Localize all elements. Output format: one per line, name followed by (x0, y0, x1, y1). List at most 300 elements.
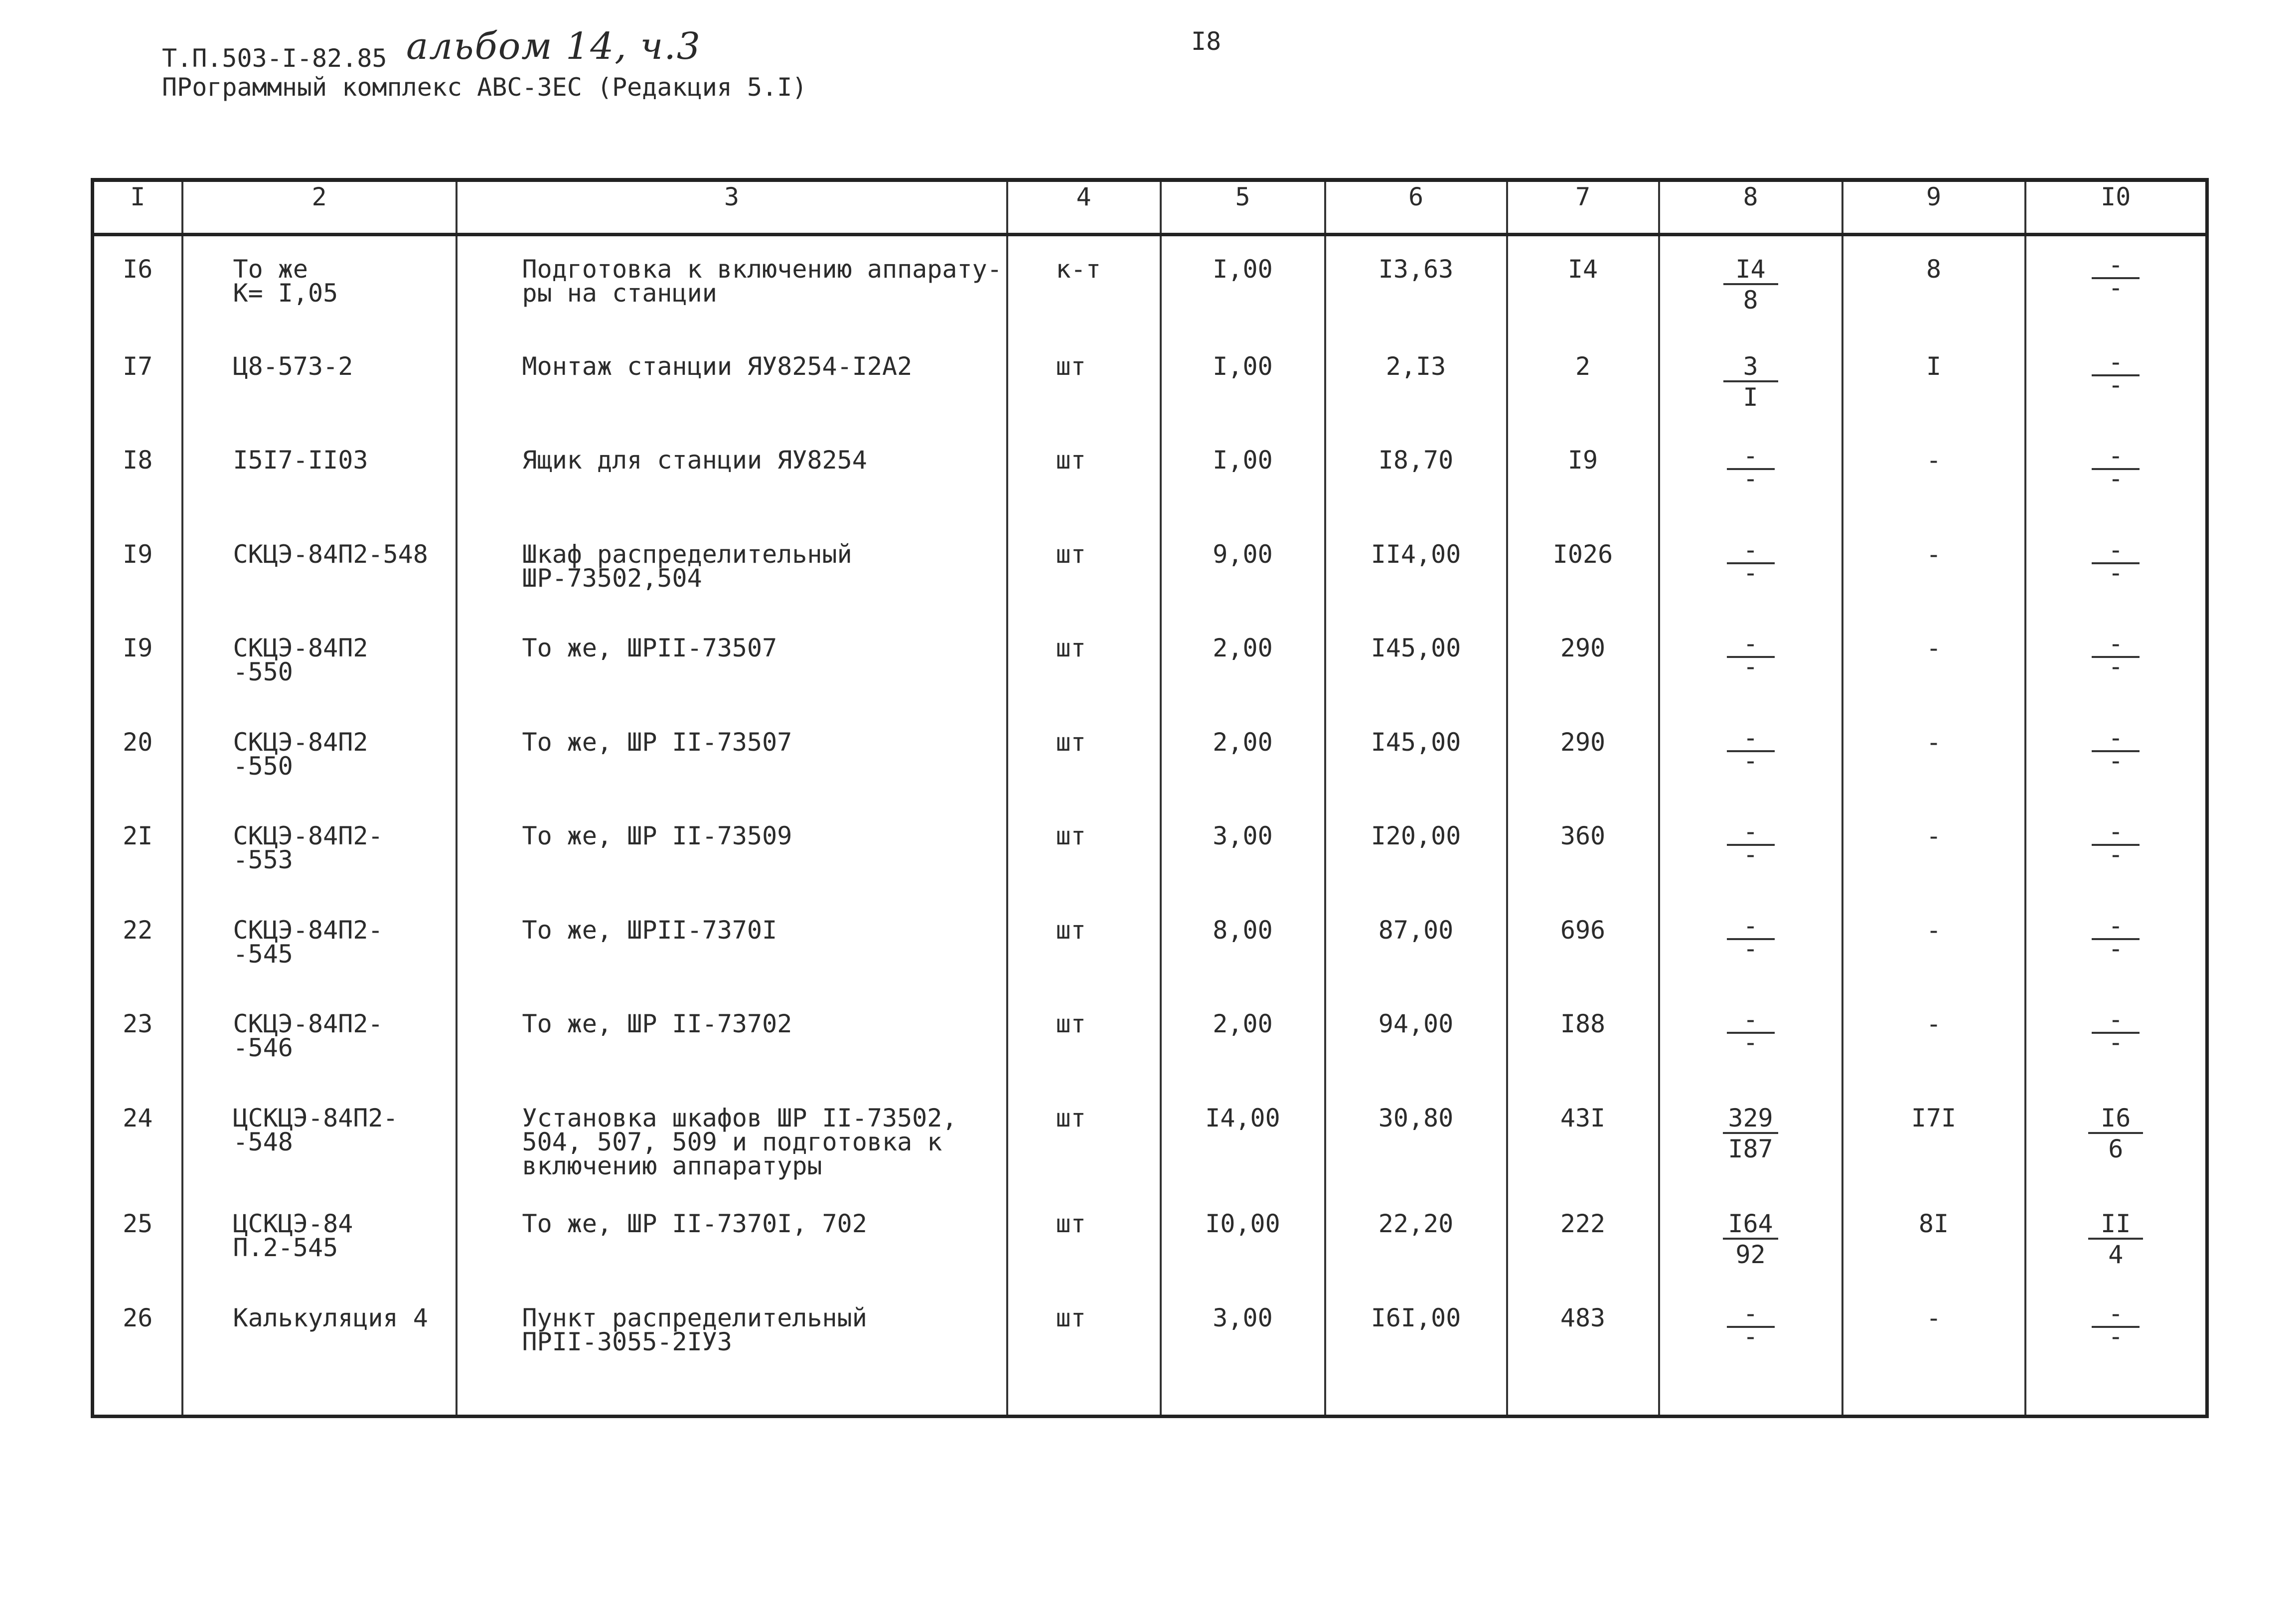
fraction-denominator: - (2108, 746, 2124, 775)
fraction-denominator: I (1743, 382, 1758, 412)
fraction-denominator: - (2108, 370, 2124, 399)
cell-col6 (1325, 1186, 1507, 1280)
cell-col10 (2025, 798, 2207, 892)
code-line-2: -545 (233, 939, 293, 969)
cell-col8 (1659, 235, 1842, 328)
column-header: 8 (1659, 180, 1842, 235)
fraction-denominator: - (2108, 934, 2124, 963)
fraction-value (2092, 911, 2140, 963)
fraction-denominator: - (1743, 840, 1758, 869)
cell-row-number (93, 1186, 182, 1280)
fraction-denominator: - (1743, 1321, 1758, 1351)
col6-value: 2,I3 (1385, 351, 1446, 381)
cell-col10 (2025, 1080, 2207, 1186)
col7-value: 222 (1560, 1209, 1606, 1239)
fraction-value (1723, 351, 1778, 412)
cell-code (182, 1280, 457, 1417)
cell-col9 (1842, 422, 2025, 516)
col6-value: I6I,00 (1371, 1303, 1461, 1332)
name-line-1: То же, ШР II-73702 (522, 1009, 792, 1039)
fraction-numerator: - (2092, 636, 2140, 658)
cell-col10 (2025, 422, 2207, 516)
name-line-1: То же, ШР II-73509 (522, 821, 792, 851)
unit-value: шт (1056, 351, 1086, 381)
cell-col9 (1842, 892, 2025, 986)
cell-name (457, 235, 1007, 328)
cell-code (182, 986, 457, 1080)
cell-col10 (2025, 892, 2207, 986)
col9-value: - (1926, 1303, 1942, 1332)
cell-col5 (1161, 1080, 1325, 1186)
cell-col9 (1842, 986, 2025, 1080)
col9-value: 8I (1918, 1209, 1949, 1239)
column-header: 3 (457, 180, 1007, 235)
column-header: 6 (1325, 180, 1507, 235)
cell-col7 (1507, 235, 1659, 328)
cell-row-number (93, 704, 182, 798)
code-line-1: То же (233, 255, 308, 284)
table-row (93, 986, 2207, 1080)
table-row (93, 610, 2207, 704)
cell-unit (1007, 986, 1161, 1080)
code-line-2: -553 (233, 845, 293, 875)
fraction-numerator: - (1727, 1306, 1775, 1328)
cell-col7 (1507, 610, 1659, 704)
cell-code (182, 892, 457, 986)
fraction-denominator: I87 (1728, 1134, 1773, 1163)
col9-value: I (1926, 351, 1942, 381)
cell-name (457, 1186, 1007, 1280)
fraction-denominator: 4 (2108, 1240, 2124, 1270)
fraction-numerator: - (1727, 448, 1775, 470)
name-line-1: То же, ШР II-73507 (522, 727, 792, 757)
unit-value: шт (1056, 915, 1086, 945)
col5-value: 2,00 (1213, 634, 1273, 663)
fraction-numerator: - (1727, 918, 1775, 940)
col5-value: I0,00 (1205, 1209, 1280, 1239)
name-line-1: То же, ШРII-7370I (522, 915, 777, 945)
cell-col9 (1842, 235, 2025, 328)
cell-col10 (2025, 986, 2207, 1080)
cell-col10 (2025, 235, 2207, 328)
fraction-value (2088, 1209, 2143, 1270)
cell-code (182, 235, 457, 328)
cell-col10 (2025, 1280, 2207, 1417)
cell-col7 (1507, 704, 1659, 798)
col5-value: 2,00 (1213, 727, 1273, 757)
name-line-2: 504, 507, 509 и подготовка к (522, 1127, 942, 1156)
code-line-2: К= I,05 (233, 279, 338, 308)
col9-value: - (1926, 727, 1942, 757)
cell-name (457, 798, 1007, 892)
fraction-numerator: 329 (1723, 1106, 1778, 1134)
cell-unit (1007, 516, 1161, 610)
table-row (93, 1186, 2207, 1280)
fraction-numerator: - (1727, 542, 1775, 564)
fraction-numerator: - (2092, 1306, 2140, 1328)
code-line-1: ЦСКЦЭ-84 (233, 1209, 353, 1239)
unit-value: шт (1056, 539, 1086, 569)
cell-name (457, 422, 1007, 516)
col6-value: I20,00 (1371, 821, 1461, 851)
row-number: 2I (123, 821, 153, 851)
fraction-value (1727, 535, 1775, 587)
fraction-value (2092, 250, 2140, 302)
name-line-2: ПРII-3055-2IУ3 (522, 1327, 732, 1356)
col7-value: 483 (1560, 1303, 1606, 1332)
fraction-denominator: - (2108, 1321, 2124, 1351)
col6-value: 87,00 (1378, 915, 1454, 945)
fraction-value (1727, 817, 1775, 869)
fraction-value (1727, 723, 1775, 775)
cell-unit (1007, 1080, 1161, 1186)
cell-name (457, 328, 1007, 422)
cell-col8 (1659, 1186, 1842, 1280)
fraction-value (2092, 1005, 2140, 1057)
cell-col9 (1842, 1080, 2025, 1186)
cell-col8 (1659, 1280, 1842, 1417)
cell-code (182, 1080, 457, 1186)
col9-value: I7I (1911, 1103, 1957, 1133)
column-header: I (93, 180, 182, 235)
cell-code (182, 704, 457, 798)
fraction-value (2088, 1103, 2143, 1163)
cell-col7 (1507, 798, 1659, 892)
unit-value: шт (1056, 821, 1086, 851)
fraction-denominator: 8 (1743, 286, 1758, 315)
col5-value: I,00 (1213, 351, 1273, 381)
col9-value: - (1926, 446, 1942, 475)
col6-value: I45,00 (1371, 727, 1461, 757)
cell-col6 (1325, 1280, 1507, 1417)
table-row (93, 704, 2207, 798)
fraction-value (2092, 629, 2140, 681)
name-line-3: включению аппаратуры (522, 1151, 822, 1180)
cell-col8 (1659, 422, 1842, 516)
row-number: 24 (123, 1103, 153, 1133)
cell-col9 (1842, 798, 2025, 892)
cell-unit (1007, 235, 1161, 328)
table-row (93, 328, 2207, 422)
cell-row-number (93, 892, 182, 986)
cell-col8 (1659, 986, 1842, 1080)
cell-col5 (1161, 516, 1325, 610)
fraction-numerator: - (1727, 730, 1775, 752)
fraction-value (1727, 1005, 1775, 1057)
fraction-value (1727, 911, 1775, 963)
unit-value: шт (1056, 1209, 1086, 1239)
cell-col8 (1659, 1080, 1842, 1186)
cell-unit (1007, 892, 1161, 986)
name-line-1: То же, ШРII-73507 (522, 634, 777, 663)
fraction-value (2092, 1298, 2140, 1351)
name-line-1: Монтаж станции ЯУ8254-I2А2 (522, 351, 913, 381)
fraction-value (1727, 441, 1775, 493)
cell-col9 (1842, 1186, 2025, 1280)
cell-col6 (1325, 704, 1507, 798)
cell-col8 (1659, 610, 1842, 704)
column-header: 2 (182, 180, 457, 235)
cell-col5 (1161, 798, 1325, 892)
fraction-numerator: - (2092, 448, 2140, 470)
row-number: I9 (123, 539, 153, 569)
cell-col6 (1325, 892, 1507, 986)
cell-col8 (1659, 328, 1842, 422)
name-line-1: Установка шкафов ШР II-73502, (522, 1103, 957, 1133)
code-line-1: СКЦЭ-84П2 (233, 634, 368, 663)
row-number: 22 (123, 915, 153, 945)
cell-col9 (1842, 704, 2025, 798)
cell-col7 (1507, 986, 1659, 1080)
code-line-1: ЦСКЦЭ-84П2- (233, 1103, 398, 1133)
cell-col6 (1325, 235, 1507, 328)
cell-col8 (1659, 798, 1842, 892)
fraction-numerator: I6 (2088, 1106, 2143, 1134)
name-line-2: ШР-73502,504 (522, 563, 702, 593)
table-row (93, 235, 2207, 328)
col5-value: I4,00 (1205, 1103, 1280, 1133)
code-line-1: СКЦЭ-84П2- (233, 1009, 383, 1039)
cell-unit (1007, 798, 1161, 892)
cell-col10 (2025, 516, 2207, 610)
fraction-numerator: - (1727, 636, 1775, 658)
cell-row-number (93, 516, 182, 610)
cell-col8 (1659, 516, 1842, 610)
fraction-denominator: 6 (2108, 1134, 2124, 1163)
unit-value: шт (1056, 1103, 1086, 1133)
table-row (93, 1280, 2207, 1417)
fraction-value (2092, 347, 2140, 399)
cell-col5 (1161, 704, 1325, 798)
cell-unit (1007, 704, 1161, 798)
cell-code (182, 516, 457, 610)
cell-col5 (1161, 610, 1325, 704)
cell-col6 (1325, 986, 1507, 1080)
col7-value: 696 (1560, 915, 1606, 945)
code-line-2: -546 (233, 1033, 293, 1063)
unit-value: шт (1056, 727, 1086, 757)
cell-name (457, 1280, 1007, 1417)
fraction-denominator: - (2108, 652, 2124, 681)
row-number: 26 (123, 1303, 153, 1332)
column-header: 9 (1842, 180, 2025, 235)
cell-col8 (1659, 704, 1842, 798)
cell-col5 (1161, 1186, 1325, 1280)
cell-col5 (1161, 235, 1325, 328)
col5-value: 8,00 (1213, 915, 1273, 945)
col9-value: - (1926, 634, 1942, 663)
fraction-value (2092, 723, 2140, 775)
table-header-row (93, 180, 2207, 235)
name-line-1: Ящик для станции ЯУ8254 (522, 446, 867, 475)
cell-col5 (1161, 986, 1325, 1080)
cell-name (457, 516, 1007, 610)
cell-code (182, 610, 457, 704)
cell-col6 (1325, 328, 1507, 422)
cell-code (182, 422, 457, 516)
name-line-1: Шкаф распределительный (522, 539, 852, 569)
cell-col10 (2025, 328, 2207, 422)
cell-code (182, 798, 457, 892)
table-row (93, 892, 2207, 986)
cell-code (182, 1186, 457, 1280)
cell-row-number (93, 235, 182, 328)
col9-value: - (1926, 539, 1942, 569)
col7-value: I9 (1567, 446, 1598, 475)
fraction-numerator: II (2088, 1212, 2143, 1240)
code-line-2: -548 (233, 1127, 293, 1156)
cell-row-number (93, 328, 182, 422)
column-header: 7 (1507, 180, 1659, 235)
fraction-denominator: - (1743, 1028, 1758, 1057)
cell-col6 (1325, 798, 1507, 892)
row-number: 23 (123, 1009, 153, 1039)
cell-row-number (93, 798, 182, 892)
col6-value: 30,80 (1378, 1103, 1454, 1133)
col5-value: 3,00 (1213, 1303, 1273, 1332)
table-row (93, 1080, 2207, 1186)
cell-col6 (1325, 1080, 1507, 1186)
fraction-denominator: 92 (1735, 1240, 1766, 1270)
cell-name (457, 610, 1007, 704)
fraction-numerator: - (2092, 542, 2140, 564)
fraction-numerator: - (2092, 1012, 2140, 1034)
col6-value: I3,63 (1378, 255, 1454, 284)
cell-row-number (93, 610, 182, 704)
row-number: I8 (123, 446, 153, 475)
code-line-1: I5I7-II03 (233, 446, 368, 475)
estimate-table (91, 178, 2209, 1418)
unit-value: к-т (1056, 255, 1101, 284)
fraction-numerator: - (2092, 918, 2140, 940)
col7-value: I026 (1552, 539, 1613, 569)
fraction-denominator: - (1743, 558, 1758, 587)
code-line-2: П.2-545 (233, 1233, 338, 1263)
col9-value: - (1926, 915, 1942, 945)
col5-value: 9,00 (1213, 539, 1273, 569)
column-header: 4 (1007, 180, 1161, 235)
cell-col7 (1507, 422, 1659, 516)
album-handwritten-note: альбом 14, ч.3 (406, 25, 701, 68)
col6-value: I8,70 (1378, 446, 1454, 475)
fraction-denominator: - (2108, 558, 2124, 587)
row-number: I7 (123, 351, 153, 381)
cell-col9 (1842, 610, 2025, 704)
col5-value: 2,00 (1213, 1009, 1273, 1039)
cell-col7 (1507, 1280, 1659, 1417)
cell-col10 (2025, 1186, 2207, 1280)
cell-col8 (1659, 892, 1842, 986)
code-line-1: СКЦЭ-84П2 (233, 727, 368, 757)
cell-col9 (1842, 1280, 2025, 1417)
code-line-2: -550 (233, 657, 293, 687)
name-line-1: Подготовка к включению аппарату- (522, 255, 1002, 284)
code-line-1: Ц8-573-2 (233, 351, 353, 381)
name-line-1: То же, ШР II-7370I, 702 (522, 1209, 867, 1239)
fraction-numerator: - (1727, 1012, 1775, 1034)
fraction-numerator: 3 (1723, 354, 1778, 382)
cell-col6 (1325, 516, 1507, 610)
cell-col7 (1507, 328, 1659, 422)
fraction-value (1727, 1298, 1775, 1351)
col7-value: I88 (1560, 1009, 1606, 1039)
fraction-numerator: I64 (1723, 1212, 1778, 1240)
cell-col5 (1161, 422, 1325, 516)
cell-col7 (1507, 1186, 1659, 1280)
col9-value: 8 (1926, 255, 1942, 284)
column-header: 5 (1161, 180, 1325, 235)
fraction-denominator: - (2108, 1028, 2124, 1057)
col7-value: 290 (1560, 727, 1606, 757)
table-row (93, 516, 2207, 610)
col6-value: 22,20 (1378, 1209, 1454, 1239)
fraction-value (2092, 535, 2140, 587)
cell-unit (1007, 1280, 1161, 1417)
table-row (93, 422, 2207, 516)
row-number: 20 (123, 727, 153, 757)
cell-col6 (1325, 422, 1507, 516)
document-code: Т.П.503-I-82.85 (162, 44, 387, 73)
cell-name (457, 704, 1007, 798)
col5-value: I,00 (1213, 255, 1273, 284)
cell-name (457, 1080, 1007, 1186)
col7-value: 2 (1575, 351, 1591, 381)
cell-col5 (1161, 1280, 1325, 1417)
fraction-numerator: I4 (1723, 257, 1778, 285)
fraction-numerator: - (2092, 354, 2140, 376)
fraction-numerator: - (1727, 824, 1775, 846)
fraction-denominator: - (1743, 652, 1758, 681)
code-line-1: СКЦЭ-84П2-548 (233, 539, 428, 569)
fraction-value (1723, 255, 1778, 315)
fraction-denominator: - (1743, 464, 1758, 493)
col6-value: II4,00 (1371, 539, 1461, 569)
fraction-value (1723, 1209, 1778, 1270)
fraction-value (1723, 1103, 1778, 1163)
cell-row-number (93, 986, 182, 1080)
code-line-1: СКЦЭ-84П2- (233, 915, 383, 945)
cell-col10 (2025, 610, 2207, 704)
fraction-denominator: - (2108, 840, 2124, 869)
cell-name (457, 892, 1007, 986)
cell-col9 (1842, 328, 2025, 422)
fraction-denominator: - (1743, 934, 1758, 963)
cell-col5 (1161, 892, 1325, 986)
fraction-value (1727, 629, 1775, 681)
col5-value: I,00 (1213, 446, 1273, 475)
cell-unit (1007, 610, 1161, 704)
fraction-denominator: - (1743, 746, 1758, 775)
fraction-denominator: - (2108, 464, 2124, 493)
cell-unit (1007, 328, 1161, 422)
cell-row-number (93, 1080, 182, 1186)
page-number: I8 (1191, 27, 1222, 56)
col9-value: - (1926, 821, 1942, 851)
row-number: I9 (123, 634, 153, 663)
cell-col9 (1842, 516, 2025, 610)
cell-row-number (93, 1280, 182, 1417)
col6-value: I45,00 (1371, 634, 1461, 663)
code-line-1: СКЦЭ-84П2- (233, 821, 383, 851)
cell-col7 (1507, 892, 1659, 986)
fraction-denominator: - (2108, 273, 2124, 302)
cell-col5 (1161, 328, 1325, 422)
col7-value: 360 (1560, 821, 1606, 851)
fraction-numerator: - (2092, 257, 2140, 279)
row-number: I6 (123, 255, 153, 284)
name-line-1: Пункт распределительный (522, 1303, 867, 1332)
unit-value: шт (1056, 446, 1086, 475)
